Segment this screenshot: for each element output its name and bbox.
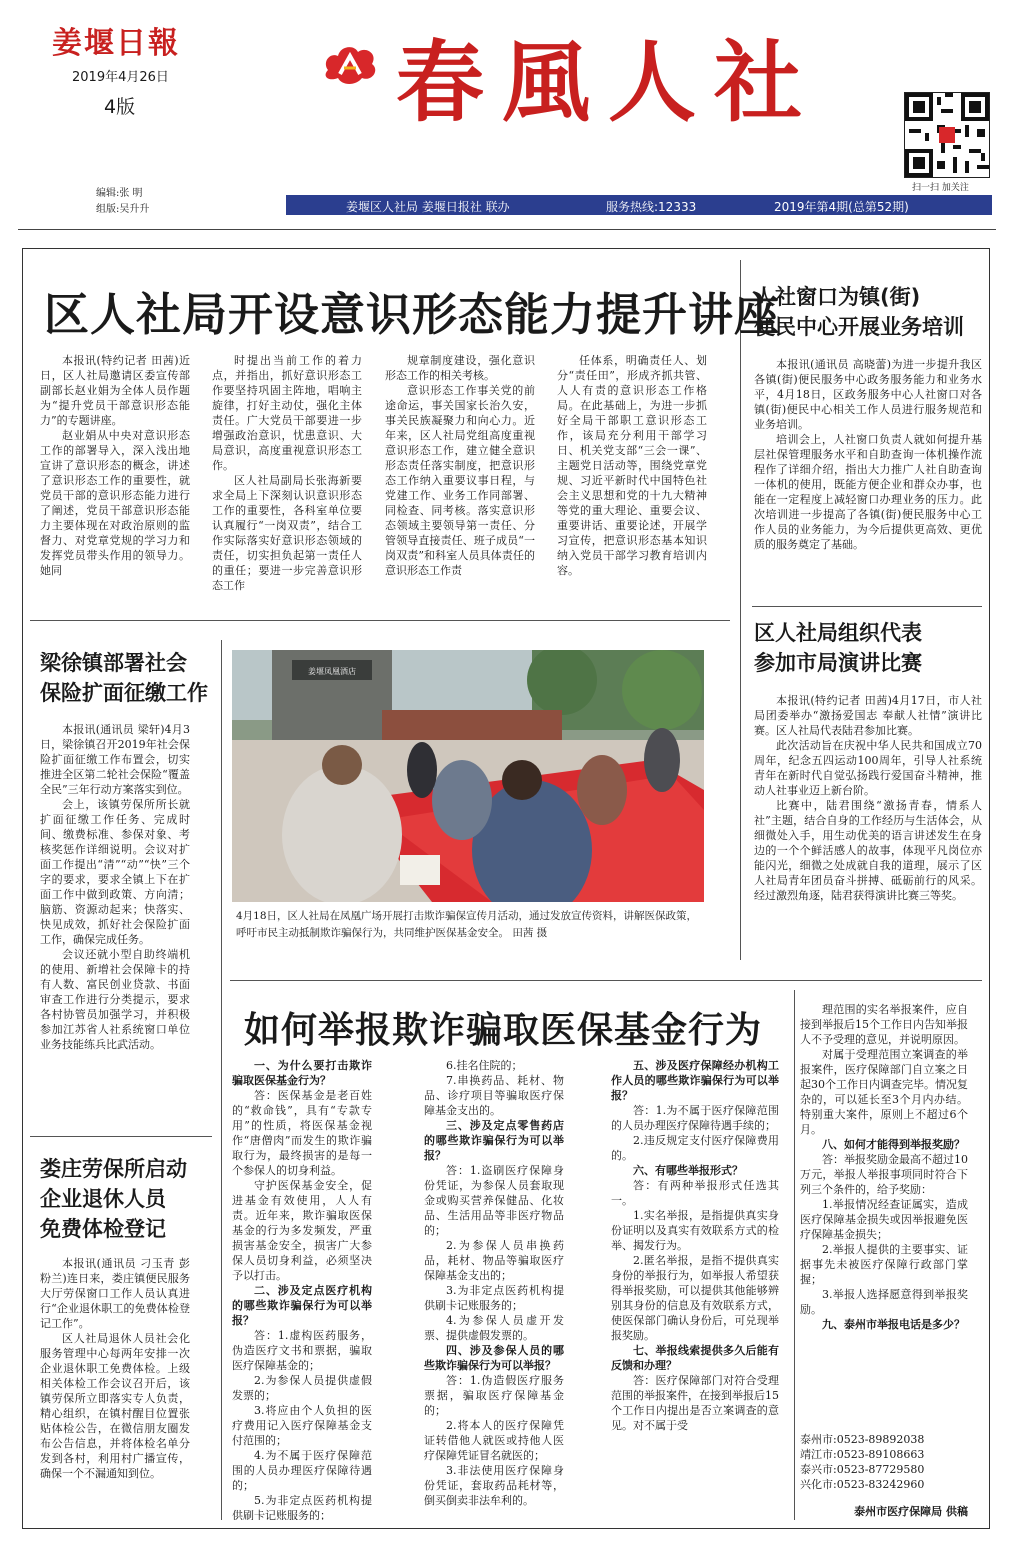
fraud-article-col1 (232, 1058, 372, 1520)
publication-date: 2019年4月26日 (72, 70, 169, 85)
paragraph: 4.为参保人员虚开发票、提供虚假发票的。 (424, 1314, 564, 1342)
fraud-article-col3 (611, 1058, 779, 1520)
paragraph: 任体系，明确责任人、划分“责任田”，形成齐抓共管、人人有责的意识形态工作格局。在此基础上，为进一步抓好全局干部职工意识形态工作，该局充分利用干部学习日、机关党支部“三会一课”、主题党日活动等，围绕党章党规、习近平新时代中国特色社会主义思想和党的十九大精神等党的重大理论、重要会议、重要讲话、重要论述，开展学习宣传，把意识形态基本知识纳入党员干部学习教育培训内容。 (557, 354, 707, 577)
paragraph: 比赛中，陆君围绕“激扬青春，情系人社”主题，结合自身的工作经历与生活体会，从细微处入手，用生动优美的语言讲述发生在身边的一个个鲜活感人的故事，体现平凡岗位亦能闪光，细微之处成就自我的道理，展示了区人社局青年团员奋斗拼搏、砥砺前行的风采。经过激烈角逐，陆君获得演讲比赛三等奖。 (754, 799, 982, 902)
editor-name: 编辑:张 明 (96, 188, 143, 199)
service-hotline: 服务热线:12333 (606, 200, 697, 214)
paragraph: 答：医疗保障部门对符合受理范围的举报案件，在接到举报后15个工作日内提出是否立案调查的意见。对不属于受 (611, 1374, 779, 1432)
paragraph: 4.为不属于医疗保障范围的人员办理医疗保障待遇的； (232, 1449, 372, 1492)
paragraph: 答：1.盗刷医疗保障身份凭证，为参保人员套取现金或购买营养保健品、化妆品、生活用品等非医疗物品的； (424, 1164, 564, 1237)
headline-line: 参加市局演讲比赛 (754, 651, 922, 675)
paragraph: 本报讯(特约记者 田茜)4月17日，市人社局团委举办“激扬爱国志 奉献人社情”演讲比赛。区人社局代表陆君参加比赛。 (754, 694, 982, 737)
question-heading: 九、泰州市举报电话是多少？ (822, 1318, 965, 1331)
paragraph: 答：1.伪造假医疗服务票据，骗取医疗保障基金的； (424, 1374, 564, 1417)
paragraph: 3.为非定点医药机构提供刷卡记账服务的； (424, 1284, 564, 1312)
window-training-body (754, 357, 982, 597)
paragraph: 2.将本人的医疗保障凭证转借他人就医或持他人医疗保障凭证冒名就医的； (424, 1419, 564, 1462)
paragraph: 答：1.虚构医药服务，伪造医疗文书和票据，骗取医疗保障基金的； (232, 1329, 372, 1372)
main-article-col1 (40, 353, 190, 615)
paragraph: 3.将应由个人负担的医疗费用记入医疗保障基金支付范围的； (232, 1404, 372, 1447)
headline-line: 梁徐镇部署社会 (40, 651, 187, 675)
section-divider (30, 1136, 212, 1137)
paragraph: 守护医保基金安全，促进基金有效使用，人人有责。近年来，欺诈骗取医保基金的行为多发频发，严重损害基金安全，损害广大参保人员切身利益，必须坚决予以打击。 (232, 1179, 372, 1282)
fraud-article-col2 (424, 1058, 564, 1520)
paragraph: 对属于受理范围立案调查的举报案件，医疗保障部门自立案之日起30个工作日内调查完毕。情况复杂的，可以延长至3个月内办结。特别重大案件，原则上不超过6个月。 (800, 1048, 968, 1136)
paragraph: 会上，该镇劳保所所长就扩面征缴工作任务、完成时间、缴费标准、参保对象、考核奖惩作详细说明。会议对扩面工作提出“清”“动”“快”三个字的要求，要求全镇上下在扩面工作中做到政策、方向清；脑筋、资源动起来；快落实、快见成效，抓好社会保险扩面工作，确保完成任务。 (40, 798, 190, 946)
paragraph: 2.违反规定支付医疗保障费用的。 (611, 1134, 779, 1162)
headline-window-training (754, 282, 964, 342)
organizers: 姜堰区人社局 姜堰日报社 联办 (346, 200, 510, 214)
paragraph: 理范围的实名举报案件，应自接到举报后15个工作日内告知举报人不予受理的意见，并说明原因。 (800, 1003, 968, 1046)
section-divider (752, 606, 982, 607)
question-heading: 四、涉及参保人员的哪些欺诈骗保行为可以举报？ (424, 1344, 564, 1372)
headline-louzhuang (40, 1154, 187, 1244)
headline-line: 便民中心开展业务培训 (754, 315, 964, 339)
question-heading: 八、如何才能得到举报奖励？ (822, 1138, 965, 1151)
reporting-phone-list (800, 1432, 968, 1522)
paragraph: 本报讯(特约记者 田茜)近日，区人社局邀请区委宣传部副部长赵业娟为全体人员作题为“提升党员干部意识形态能力”的专题讲座。 (40, 354, 190, 427)
column-divider (794, 990, 795, 1520)
question-heading: 一、为什么要打击欺诈骗取医保基金行为？ (232, 1059, 372, 1087)
paragraph: 答：医保基金是老百姓的“救命钱”，具有“专款专用”的性质，将医保基金视作“唐僧肉”而发生的欺诈骗取行为，最终损害的是每一个参保人的切身利益。 (232, 1089, 372, 1177)
headline-line: 保险扩面征缴工作 (40, 681, 208, 705)
paragraph: 本报讯(通讯员 高晓蕾)为进一步提升我区各镇(街)便民服务中心政务服务能力和业务水平，4月18日，区政务服务中心人社窗口对各镇(街)便民中心相关工作人员进行服务规范和业务培训。 (754, 358, 982, 431)
section-divider (30, 620, 730, 621)
question-heading: 二、涉及定点医疗机构的哪些欺诈骗保行为可以举报？ (232, 1284, 372, 1327)
paragraph: 此次活动旨在庆祝中华人民共和国成立70周年，纪念五四运动100周年，引导人社系统青年在新时代自觉弘扬践行爱国奋斗精神，推动人社事业迈上新台阶。 (754, 739, 982, 797)
paragraph: 5.为非定点医药机构提供刷卡记账服务的； (232, 1494, 372, 1520)
main-article-col3 (385, 353, 535, 615)
paragraph: 区人社局退休人员社会化服务管理中心每两年安排一次企业退休职工免费体检。上级相关体检工作会议召开后，该镇劳保所立即落实专人负责，精心组织，在镇村醒目位置张贴体检公告，在微信朋友圈发布公告信息，并将体检名单分发到各村，利用村广播宣传，确保一个不漏通知到位。 (40, 1332, 190, 1480)
paragraph: 7.串换药品、耗材、物品、诊疗项目等骗取医疗保障基金支出的。 (424, 1074, 564, 1117)
question-heading: 五、涉及医疗保障经办机构工作人员的哪些欺诈骗保行为可以举报？ (611, 1059, 779, 1102)
fraud-article-col4 (800, 1002, 968, 1432)
paragraph: 3.非法使用医疗保障身份凭证，套取药品耗材等，倒买倒卖非法牟利的。 (424, 1464, 564, 1507)
paragraph: 本报讯(通讯员 梁轩)4月3日，梁徐镇召开2019年社会保险扩面征缴工作布置会，切实推进全区第二轮社会保险“覆盖全民”三年行动方案落实到位。 (40, 723, 190, 796)
paragraph: 1.实名举报，是指提供真实身份证明以及真实有效联系方式的检举、揭发行为。 (611, 1209, 779, 1252)
louzhuang-body (40, 1256, 190, 1518)
edition-number: 4版 (104, 96, 136, 118)
layout-editor-name: 组版:吴升升 (96, 204, 150, 215)
question-heading: 三、涉及定点零售药店的哪些欺诈骗保行为可以举报？ (424, 1119, 564, 1162)
paragraph: 6.挂名住院的； (446, 1059, 523, 1072)
article-source: 泰州市医疗保障局 供稿 (854, 1505, 968, 1518)
speech-contest-body (754, 693, 982, 963)
paragraph: 规章制度建设，强化意识形态工作的相关考核。 (385, 354, 535, 382)
paragraph: 意识形态工作事关党的前途命运，事关国家长治久安，事关民族凝聚力和向心力。近年来，区人社局党组高度重视意识形态工作，建立健全意识形态责任落实制度，把意识形态工作纳入重要议事日程，与党建工作、业务工作同部署、同检查、同考核。落实意识形态领域主要领导第一责任、分管领导直接责任、班子成员“一岗双责”和科室人员具体责任的意识形态工作责 (385, 384, 535, 577)
paragraph: 1.举报情况经查证属实，造成医疗保障基金损失或因举报避免医疗保障基金损失； (800, 1198, 968, 1241)
paper-logo: 姜堰日報 (52, 26, 180, 61)
headline-line: 人社窗口为镇(街) (754, 285, 921, 309)
headline-fraud-reporting: 如何举报欺诈骗取医保基金行为 (244, 1010, 763, 1051)
qr-code-icon[interactable] (904, 92, 990, 178)
headline-line: 娄庄劳保所启动 (40, 1157, 187, 1181)
paragraph: 3.举报人选择愿意得到举报奖励。 (800, 1288, 968, 1316)
column-divider (221, 640, 222, 1520)
headline-line: 区人社局组织代表 (754, 621, 922, 645)
phone-line[interactable]: 泰兴市:0523-87729580 (800, 1463, 925, 1476)
section-title: 春風人社 (396, 30, 821, 134)
paragraph: 2.为参保人员提供虚假发票的； (232, 1374, 372, 1402)
question-heading: 七、举报线索提供多久后能有反馈和办理？ (611, 1344, 779, 1372)
liangxu-body (40, 722, 190, 1127)
paragraph: 培训会上，人社窗口负责人就如何提升基层社保管理服务水平和自助查询一体机操作流程作了详细介绍，指出大力推广人社自助查询一体机的使用，既能方便企业和群众办事，也能在一定程度上减轻窗口办理业务的压力。此次培训进一步提高了各镇(街)便民服务中心工作人员的业务能力，为今后提供更高效、更优质的服务奠定了基础。 (754, 433, 982, 551)
issue-number: 2019年第4期(总第52期) (774, 200, 909, 214)
paragraph: 2.举报人提供的主要事实、证据事先未被医疗保障行政部门掌握； (800, 1243, 968, 1286)
paragraph: 答：1.为不属于医疗保障范围的人员办理医疗保障待遇手续的； (611, 1104, 779, 1132)
headline-liangxu (40, 648, 208, 708)
section-logo-icon (318, 40, 382, 90)
column-divider (740, 260, 741, 960)
headline-speech-contest (754, 618, 922, 678)
paragraph: 本报讯(通讯员 刁玉青 彭粉兰)连日来，娄庄镇便民服务大厅劳保窗口工作人员认真进行“企业退休职工的免费体检登记工作”。 (40, 1257, 190, 1330)
masthead-info-bar (286, 195, 992, 215)
headline-line: 免费体检登记 (40, 1217, 166, 1241)
main-article-col4 (557, 353, 707, 615)
paragraph: 时提出当前工作的着力点，并指出，抓好意识形态工作要坚持巩固主阵地，唱响主旋律，打好主动仗，强化主体责任。广大党员干部要进一步增强政治意识，忧患意识、大局意识，高度重视意识形态工作。 (212, 354, 362, 472)
paragraph: 答：举报奖励金最高不超过10万元，举报人举报事项同时符合下列三个条件的，给予奖励： (800, 1153, 968, 1196)
phone-line[interactable]: 靖江市:0523-89108663 (800, 1448, 925, 1461)
headline-line: 企业退休人员 (40, 1187, 166, 1211)
paragraph: 赵业娟从中央对意识形态工作的部署导入，深入浅出地宣讲了意识形态的概念，讲述了意识形态工作的重要性，就党员干部的意识形态能力进行了阐述，党员干部意识形态能力主要体现在对政治原则的监督力、对党章党规的学习力和发挥党员带头作用的领导力。她同 (40, 429, 190, 577)
section-divider (230, 980, 982, 981)
paragraph: 会议还就小型自助终端机的使用、新增社会保障卡的持有人数、富民创业贷款、书面审查工作进行分类提示，要求各村协管员加强学习，并积极参加江苏省人社系统窗口单位业务技能练兵比武活动。 (40, 948, 190, 1051)
question-heading: 六、有哪些举报形式？ (633, 1164, 743, 1177)
qr-caption: 扫一扫 加关注 (912, 183, 969, 193)
masthead-rule (18, 229, 996, 230)
news-photo (232, 650, 704, 902)
paragraph: 区人社局副局长张海新要求全局上下深刻认识意识形态工作的重要性，各科室单位要认真履行“一岗双责”，结合工作实际落实好意识形态领域的责任，切实担负起第一责任人的重任；要进一步完善意识形态工作 (212, 474, 362, 592)
main-article-col2 (212, 353, 362, 615)
phone-line[interactable]: 兴化市:0523-83242960 (800, 1478, 925, 1491)
hotel-sign: 姜堰凤凰酒店 (308, 667, 356, 676)
photo-caption: 4月18日，区人社局在凤凰广场开展打击欺诈骗保宣传月活动，通过发放宣传资料，讲解医保政策，呼吁市民主动抵制欺诈骗保行为，共同维护医保基金安全。 田茜 摄 (236, 910, 698, 939)
editor-credits (96, 186, 149, 218)
headline-main: 区人社局开设意识形态能力提升讲座 (44, 288, 781, 341)
paragraph: 答：有两种举报形式任选其一。 (611, 1179, 779, 1207)
phone-line[interactable]: 泰州市:0523-89892038 (800, 1433, 925, 1446)
paragraph: 2.为参保人员串换药品，耗材、物品等骗取医疗保障基金支出的； (424, 1239, 564, 1282)
paragraph: 2.匿名举报，是指不提供真实身份的举报行为，如举报人希望获得举报奖励，可以提供其他能够辨别其身份的信息及有效联系方式，使医保部门确认身份后，可兑现举报奖励。 (611, 1254, 779, 1342)
